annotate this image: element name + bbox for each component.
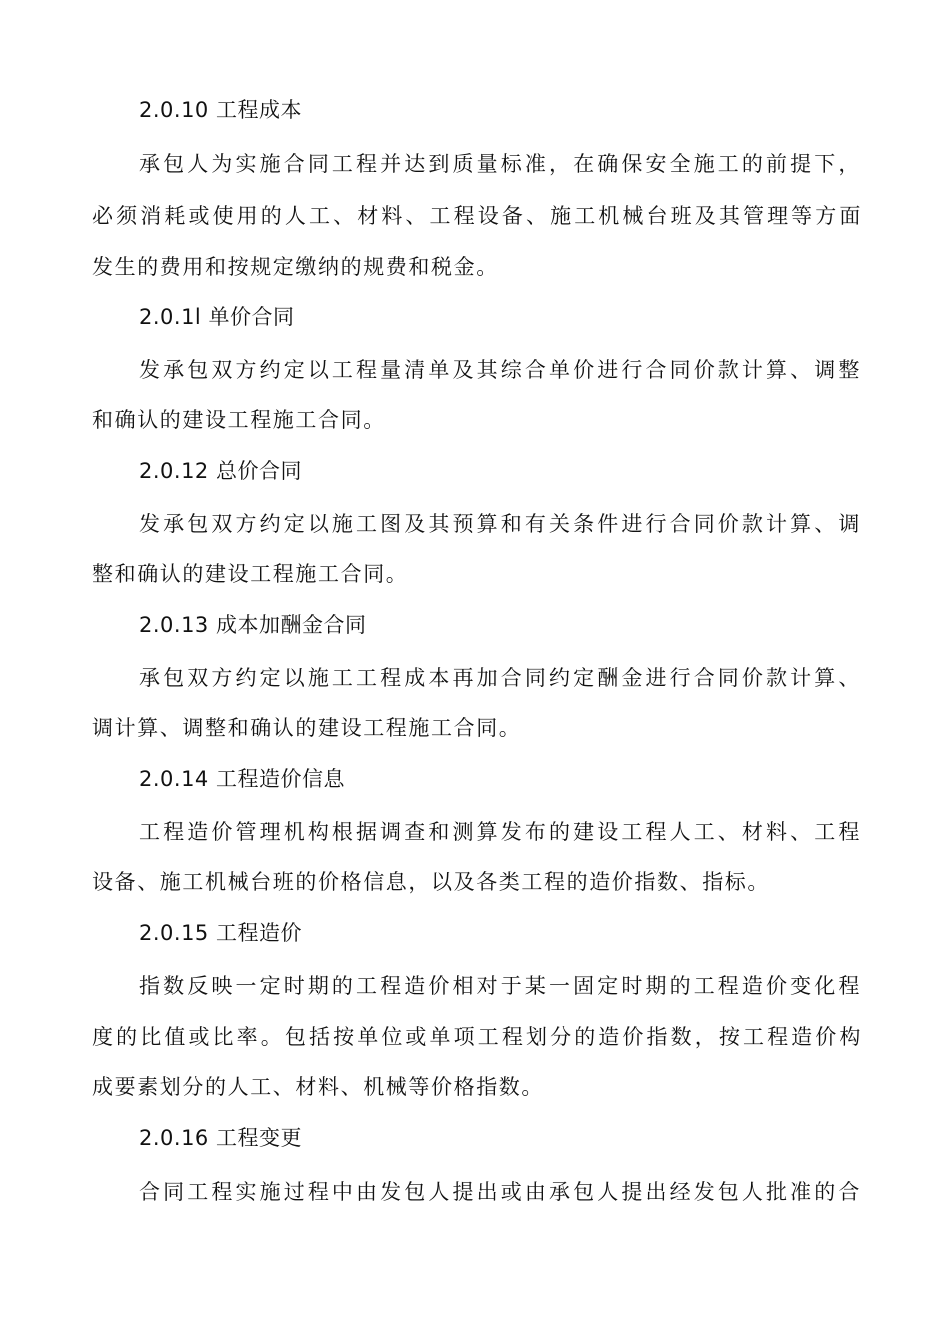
paragraph-line: 发承包双方约定以施工图及其预算和有关条件进行合同价款计算、调	[139, 512, 861, 536]
paragraph-line: 必须消耗或使用的人工、材料、工程设备、施工机械台班及其管理等方面	[92, 204, 862, 228]
paragraph-line: 发生的费用和按规定缴纳的规费和税金。	[92, 255, 499, 279]
paragraph-line: 调计算、调整和确认的建设工程施工合同。	[92, 716, 522, 740]
paragraph-line: 设备、施工机械台班的价格信息，以及各类工程的造价指数、指标。	[92, 870, 770, 894]
paragraph-line: 工程造价管理机构根据调查和测算发布的建设工程人工、材料、工程	[139, 820, 861, 844]
paragraph-line: 发承包双方约定以工程量清单及其综合单价进行合同价款计算、调整	[139, 358, 861, 382]
section-heading: 2.0.14 工程造价信息	[139, 767, 345, 791]
section-heading: 2.0.13 成本加酬金合同	[139, 613, 367, 637]
section-heading: 2.0.15 工程造价	[139, 921, 302, 945]
paragraph-line: 成要素划分的人工、材料、机械等价格指数。	[92, 1075, 544, 1099]
section-heading: 2.0.1l 单价合同	[139, 305, 295, 329]
paragraph-line: 整和确认的建设工程施工合同。	[92, 562, 409, 586]
section-heading: 2.0.16 工程变更	[139, 1126, 302, 1150]
paragraph-line: 指数反映一定时期的工程造价相对于某一固定时期的工程造价变化程	[139, 974, 861, 998]
paragraph-line: 承包双方约定以施工工程成本再加合同约定酬金进行合同价款计算、	[139, 666, 861, 690]
section-heading: 2.0.10 工程成本	[139, 98, 302, 122]
paragraph-line: 度的比值或比率。包括按单位或单项工程划分的造价指数，按工程造价构	[92, 1025, 862, 1049]
paragraph-line: 合同工程实施过程中由发包人提出或由承包人提出经发包人批准的合	[139, 1180, 861, 1204]
section-heading: 2.0.12 总价合同	[139, 459, 302, 483]
paragraph-line: 承包人为实施合同工程并达到质量标准，在确保安全施工的前提下，	[139, 152, 861, 176]
paragraph-line: 和确认的建设工程施工合同。	[92, 408, 386, 432]
